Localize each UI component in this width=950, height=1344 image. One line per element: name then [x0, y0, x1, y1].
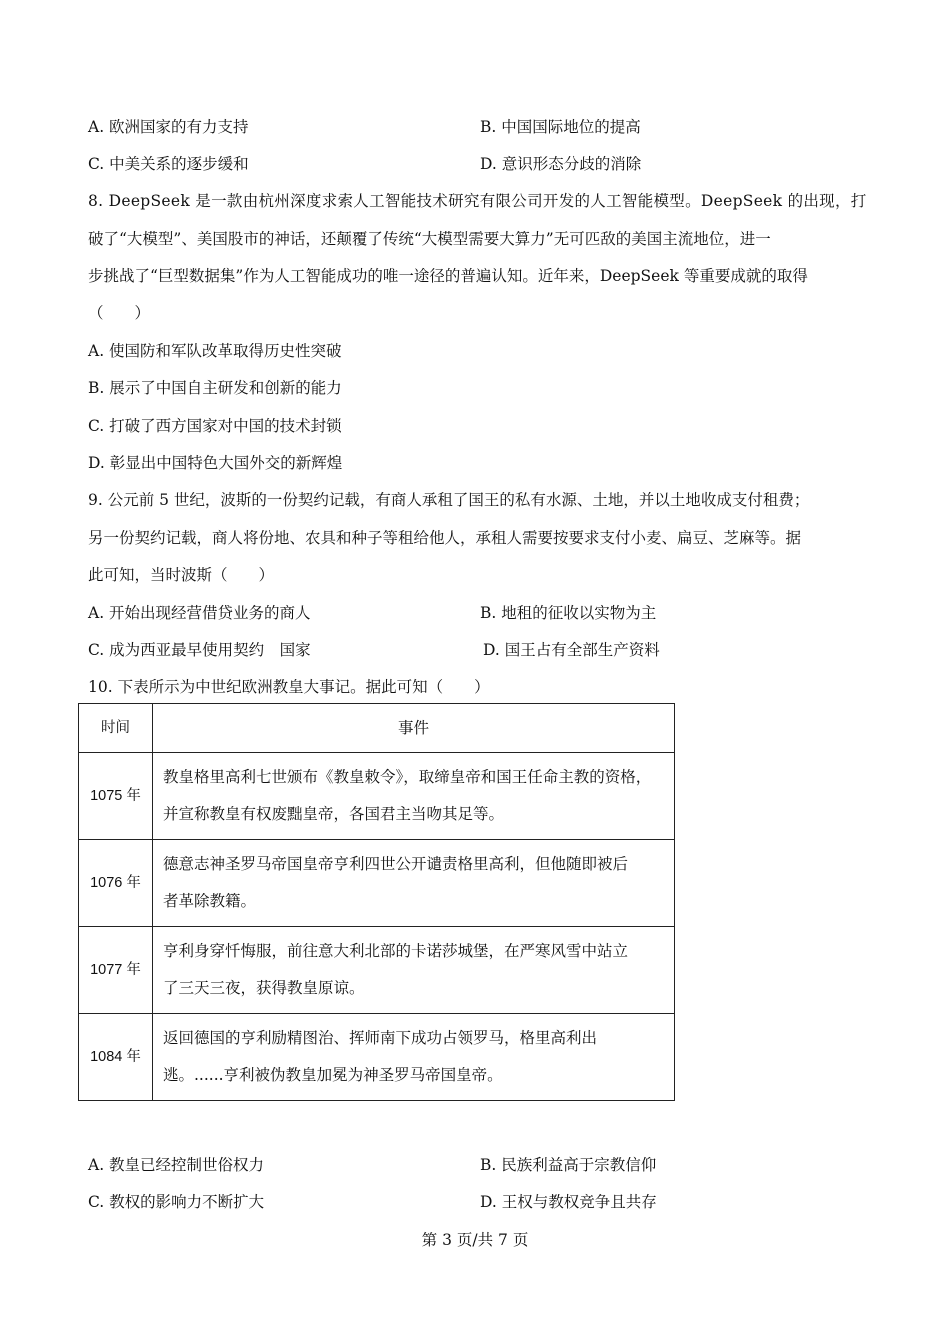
table-row [79, 840, 675, 927]
row-event-line: 德意志神圣罗马帝国皇帝亨利四世公开谴责格里高利，但他随即被后 [163, 855, 629, 873]
q8-stem-line-1: 8. DeepSeek 是一款由杭州深度求索人工智能技术研究有限公司开发的人工智能模型。DeepSeek 的出现，打 [88, 192, 867, 210]
q8-answer-blank: （ ） [88, 304, 151, 322]
row-time: 1077 年 [79, 927, 153, 1014]
table-row [79, 927, 675, 1014]
q8-option-d: D. 彰显出中国特色大国外交的新辉煌 [88, 454, 343, 472]
row-time: 1076 年 [79, 840, 153, 927]
row-event-line: 亨利身穿忏悔服，前往意大利北部的卡诺莎城堡，在严寒风雪中站立 [163, 942, 629, 960]
row-event-line: 者革除教籍。 [163, 892, 257, 910]
table-header-event: 事件 [153, 704, 675, 753]
q8-option-c: C. 打破了西方国家对中国的技术封锁 [88, 417, 342, 435]
q9-option-d: D. 国王占有全部生产资料 [483, 641, 660, 659]
row-event [153, 753, 675, 840]
q8-stem-line-2: 破了“大模型”、美国股市的神话，还颠覆了传统“大模型需要大算力”无可匹敌的美国主流地位，进一 [88, 230, 771, 248]
row-event-line: 逃。......亨利被伪教皇加冕为神圣罗马帝国皇帝。 [163, 1066, 503, 1084]
q7-option-c: C. 中美关系的逐步缓和 [88, 155, 249, 173]
table-row [79, 1014, 675, 1101]
row-event-line: 了三天三夜，获得教皇原谅。 [163, 979, 365, 997]
row-time: 1084 年 [79, 1014, 153, 1101]
q9-option-c: C. 成为西亚最早使用契约 国家 [88, 641, 311, 659]
q10-option-d: D. 王权与教权竞争且共存 [480, 1193, 657, 1211]
row-event [153, 927, 675, 1014]
table-row [79, 753, 675, 840]
q7-option-a: A. 欧洲国家的有力支持 [88, 118, 249, 136]
page-number: 第 3 页/共 7 页 [421, 1231, 529, 1249]
row-time: 1075 年 [79, 753, 153, 840]
papal-events-table [78, 703, 675, 1101]
q9-stem-line-3: 此可知，当时波斯（ ） [88, 566, 275, 584]
q8-option-b: B. 展示了中国自主研发和创新的能力 [88, 379, 342, 397]
q10-stem: 10. 下表所示为中世纪欧洲教皇大事记。据此可知（ ） [88, 678, 490, 696]
table-header-time: 时间 [79, 704, 153, 753]
q8-option-a: A. 使国防和军队改革取得历史性突破 [88, 342, 342, 360]
q9-stem-line-2: 另一份契约记载，商人将份地、农具和种子等租给他人，承租人需要按要求支付小麦、扁豆、芝麻等。据 [88, 529, 802, 547]
q10-option-a: A. 教皇已经控制世俗权力 [88, 1156, 265, 1174]
row-event-line: 并宣称教皇有权废黜皇帝，各国君主当吻其足等。 [163, 805, 505, 823]
q7-option-b: B. 中国国际地位的提高 [480, 118, 641, 136]
row-event [153, 1014, 675, 1101]
q10-option-b: B. 民族利益高于宗教信仰 [480, 1156, 657, 1174]
q9-option-a: A. 开始出现经营借贷业务的商人 [88, 604, 311, 622]
q10-option-c: C. 教权的影响力不断扩大 [88, 1193, 265, 1211]
q9-stem-line-1: 9. 公元前 5 世纪，波斯的一份契约记载，有商人承租了国王的私有水源、土地，并以土地收成支付租费； [88, 491, 810, 509]
row-event-line: 返回德国的亨利励精图治、挥师南下成功占领罗马，格里高利出 [163, 1029, 598, 1047]
q9-option-b: B. 地租的征收以实物为主 [480, 604, 657, 622]
row-event [153, 840, 675, 927]
table-header-row [79, 704, 675, 753]
row-event-line: 教皇格里高利七世颁布《教皇敕令》，取缔皇帝和国王任命主教的资格， [163, 768, 652, 786]
q7-option-d: D. 意识形态分歧的消除 [480, 155, 642, 173]
q8-stem-line-3: 步挑战了“巨型数据集”作为人工智能成功的唯一途径的普遍认知。近年来，DeepSeek 等重要成就的取得 [88, 267, 808, 285]
